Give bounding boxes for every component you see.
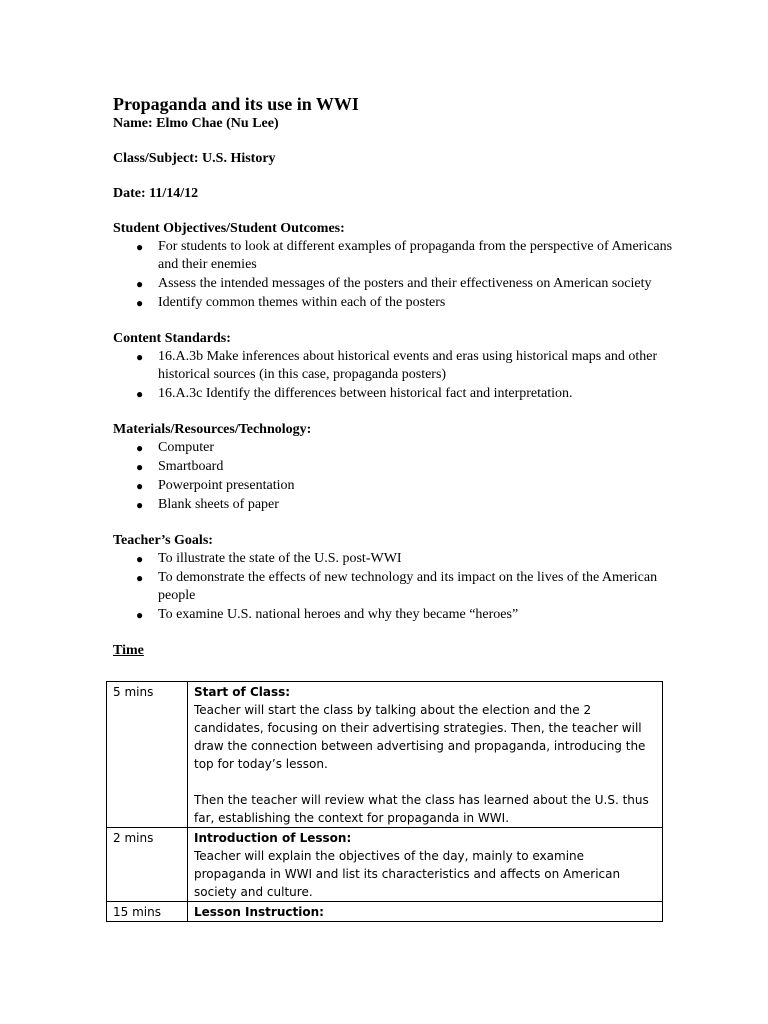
bullet-icon: ●	[136, 479, 144, 493]
list-item: ● Powerpoint presentation	[136, 478, 295, 493]
bullet-icon: ●	[136, 350, 144, 364]
bullet-icon: ●	[136, 571, 144, 585]
time-cell: 15 mins	[107, 902, 188, 922]
table-row	[107, 902, 663, 922]
list-item: ● 16.A.3b Make inferences about historical events and eras using historical maps and other historical sources (in this case, propaganda posters)	[136, 349, 658, 382]
objectives-heading: Student Objectives/Student Outcomes:	[113, 221, 345, 236]
list-item: ● To illustrate the state of the U.S. post-WWI	[136, 551, 402, 566]
time-label: Time	[113, 643, 144, 658]
activity-title: Start of Class:	[194, 685, 291, 699]
activity-text: Teacher will start the class by talking about the election and the 2 candidates, focusing on their advertising strategies. Then, the teacher will draw the connection between advertising and propaganda, introducing the top for today’s lesson.	[194, 703, 646, 771]
table-row	[107, 682, 663, 828]
bullet-icon: ●	[136, 240, 144, 254]
objectives-list	[113, 238, 673, 312]
standards-heading: Content Standards:	[113, 331, 231, 346]
activity-text: Teacher will explain the objectives of the day, mainly to examine propaganda in WWI and list its characteristics and affects on American society and culture.	[194, 849, 621, 899]
bullet-icon: ●	[136, 277, 144, 291]
list-item: ● Identify common themes within each of the posters	[136, 295, 446, 310]
materials-heading: Materials/Resources/Technology:	[113, 422, 312, 437]
bullet-icon: ●	[136, 441, 144, 455]
list-item: ● Computer	[136, 440, 214, 455]
list-item: ● Blank sheets of paper	[136, 497, 279, 512]
table-row	[107, 828, 663, 902]
lesson-plan-content	[113, 93, 673, 659]
goals-heading: Teacher’s Goals:	[113, 533, 213, 548]
bullet-icon: ●	[136, 552, 144, 566]
name-field: Name: Elmo Chae (Nu Lee)	[113, 116, 279, 131]
time-cell: 2 mins	[107, 828, 188, 902]
list-item: ● Smartboard	[136, 459, 224, 474]
bullet-icon: ●	[136, 296, 144, 310]
class-subject-field: Class/Subject: U.S. History	[113, 151, 276, 166]
bullet-icon: ●	[136, 498, 144, 512]
bullet-icon: ●	[136, 387, 144, 401]
lesson-schedule-table	[106, 681, 663, 922]
list-item: ● For students to look at different examples of propaganda from the perspective of Americans and their enemies	[136, 239, 673, 272]
materials-list	[113, 439, 673, 514]
date-field: Date: 11/14/12	[113, 186, 199, 201]
activity-cell	[188, 682, 663, 828]
list-item: ● 16.A.3c Identify the differences between historical fact and interpretation.	[136, 386, 573, 401]
activity-cell	[188, 828, 663, 902]
activity-cell	[188, 902, 663, 922]
list-item: ● To examine U.S. national heroes and why they became “heroes”	[136, 607, 519, 622]
list-item: ● Assess the intended messages of the posters and their effectiveness on American society	[136, 276, 652, 291]
document-title: Propaganda and its use in WWI	[113, 94, 359, 114]
activity-title: Introduction of Lesson:	[194, 831, 352, 845]
activity-title: Lesson Instruction:	[194, 905, 324, 919]
list-item: ● To demonstrate the effects of new technology and its impact on the lives of the American people	[136, 570, 658, 603]
bullet-icon: ●	[136, 608, 144, 622]
bullet-icon: ●	[136, 460, 144, 474]
standards-list	[113, 348, 673, 403]
activity-text: Then the teacher will review what the class has learned about the U.S. thus far, establishing the context for propaganda in WWI.	[194, 793, 649, 825]
time-cell: 5 mins	[107, 682, 188, 828]
goals-list	[113, 550, 673, 624]
